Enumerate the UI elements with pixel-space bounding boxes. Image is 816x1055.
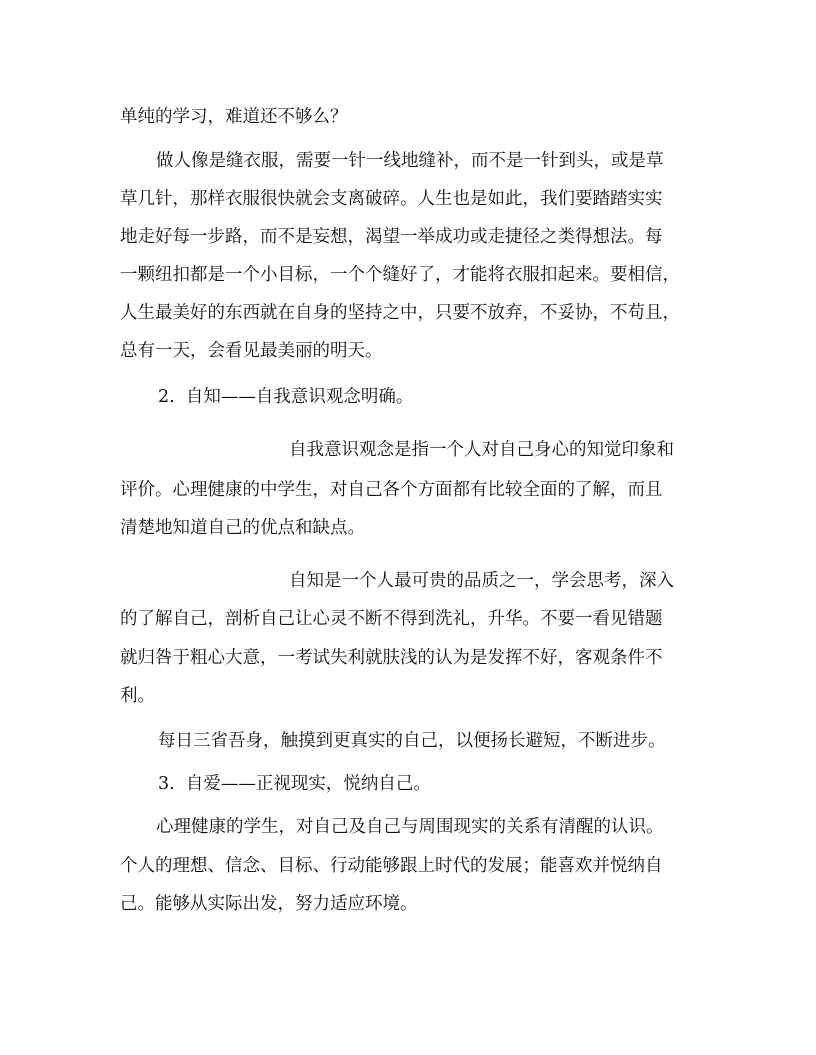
paragraph-line: 地走好每一步路，而不是妄想，渴望一举成功或走捷径之类得想法。每	[120, 227, 663, 247]
paragraph-line: 人生最美好的东西就在自身的坚持之中，只要不放弃，不妥协，不苟且，	[120, 303, 680, 323]
paragraph-line: 己。能够从实际出发，努力适应环境。	[120, 894, 418, 914]
paragraph-line: 草几针，那样衣服很快就会支离破碎。人生也是如此，我们要踏踏实实	[120, 189, 663, 209]
paragraph-line: 一颗纽扣都是一个小目标，一个个缝好了，才能将衣服扣起来。要相信，	[120, 265, 680, 285]
paragraph-line: 每日三省吾身，触摸到更真实的自己，以便扬长避短，不断进步。	[158, 731, 666, 751]
paragraph-line: 清楚地知道自己的优点和缺点。	[120, 518, 365, 538]
paragraph-line: 做人像是缝衣服，需要一针一线地缝补，而不是一针到头，或是草	[156, 151, 664, 171]
paragraph-line: 单纯的学习，难道还不够么？	[120, 107, 348, 127]
paragraph-line: 就归咎于粗心大意，一考试失利就肤浅的认为是发挥不好，客观条件不	[120, 648, 663, 668]
paragraph-line: 自知是一个人最可贵的品质之一，学会思考，深入	[289, 571, 674, 591]
paragraph-line: 总有一天，会看见最美丽的明天。	[120, 341, 383, 361]
paragraph-line: 评价。心理健康的中学生，对自己各个方面都有比较全面的了解，而且	[120, 480, 663, 500]
section-heading: 3. 自爱——正视现实，悦纳自己。	[158, 774, 431, 794]
paragraph-line: 个人的理想、信念、目标、行动能够跟上时代的发展；能喜欢并悦纳自	[120, 856, 663, 876]
section-heading: 2. 自知——自我意识观念明确。	[158, 387, 414, 407]
paragraph-line: 自我意识观念是指一个人对自己身心的知觉印象和	[289, 440, 674, 460]
paragraph-line: 的了解自己，剖析自己让心灵不断不得到洗礼，升华。不要一看见错题	[120, 609, 663, 629]
paragraph-line: 利。	[120, 686, 155, 706]
paragraph-line: 心理健康的学生，对自己及自己与周围现实的关系有清醒的认识。	[156, 817, 664, 837]
